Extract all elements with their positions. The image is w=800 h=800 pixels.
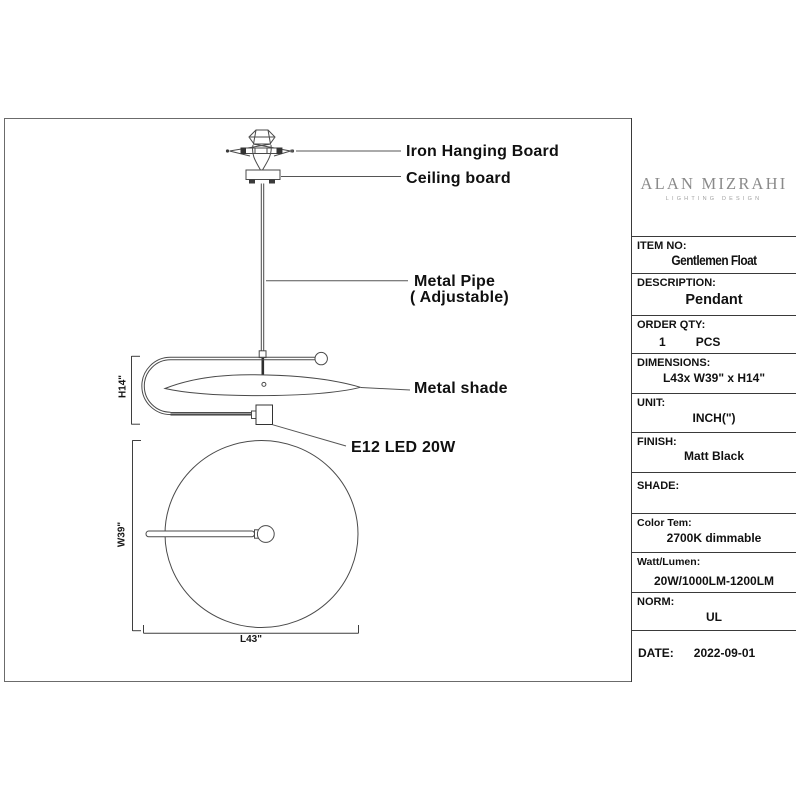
spec-value-order-qty bbox=[632, 335, 796, 349]
label-ceiling-board: Ceiling board bbox=[406, 170, 511, 187]
spec-label-color-tem: Color Tem: bbox=[637, 517, 692, 529]
label-metal-pipe-adjustable: ( Adjustable) bbox=[410, 289, 509, 306]
spec-value-watt-lumen: 20W/1000LM-1200LM bbox=[653, 574, 775, 588]
spec-label-unit: UNIT: bbox=[637, 397, 666, 409]
spec-label-dimensions: DIMENSIONS: bbox=[637, 357, 711, 369]
spec-value-finish: Matt Black bbox=[683, 449, 745, 463]
spec-value-date: 2022-09-01 bbox=[693, 646, 756, 660]
spec-row-finish bbox=[632, 432, 796, 472]
brand-logo bbox=[632, 118, 796, 236]
spec-row-norm bbox=[632, 592, 796, 630]
spec-row-description bbox=[632, 273, 796, 315]
spec-date-line bbox=[632, 631, 796, 660]
dimension-width-label: W39" bbox=[116, 521, 128, 548]
spec-label-finish: FINISH: bbox=[637, 436, 677, 448]
spec-label-norm: NORM: bbox=[637, 596, 675, 608]
spec-row-color-tem bbox=[632, 513, 796, 552]
spec-row-dimensions bbox=[632, 353, 796, 393]
order-qty-number: 1 bbox=[659, 335, 666, 349]
spec-label-item-no: ITEM NO: bbox=[637, 240, 687, 252]
spec-value-dimensions: L43x W39" x H14" bbox=[662, 371, 766, 385]
spec-row-date bbox=[632, 630, 796, 682]
dimension-length-label: L43" bbox=[240, 634, 262, 645]
spec-row-order-qty bbox=[632, 315, 796, 353]
spec-row-item-no bbox=[632, 236, 796, 273]
spec-value-item-no: Gentlemen Float bbox=[671, 253, 757, 268]
label-metal-pipe: Metal Pipe bbox=[414, 273, 496, 290]
spec-label-date: DATE: bbox=[638, 646, 674, 660]
spec-value-unit: INCH(") bbox=[692, 411, 736, 425]
spec-value-color-tem: 2700K dimmable bbox=[666, 531, 762, 545]
spec-row-shade bbox=[632, 472, 796, 513]
brand-name: ALAN MIZRAHI bbox=[640, 174, 788, 193]
spec-row-unit bbox=[632, 393, 796, 432]
spec-panel bbox=[631, 118, 796, 682]
spec-label-description: DESCRIPTION: bbox=[637, 277, 716, 289]
dimension-height-label: H14" bbox=[117, 374, 128, 399]
spec-value-norm: UL bbox=[706, 610, 722, 624]
spec-label-watt-lumen: Watt/Lumen: bbox=[637, 556, 701, 568]
spec-row-watt-lumen bbox=[632, 552, 796, 592]
spec-label-shade: SHADE: bbox=[637, 480, 680, 492]
label-metal-shade: Metal shade bbox=[414, 380, 508, 397]
spec-label-order-qty: ORDER QTY: bbox=[637, 319, 706, 331]
order-qty-unit: PCS bbox=[695, 335, 721, 349]
label-bulb-e12: E12 LED 20W bbox=[351, 439, 456, 456]
brand-tagline: LIGHTING DESIGN bbox=[665, 196, 763, 202]
label-iron-hanging-board: Iron Hanging Board bbox=[406, 143, 559, 160]
spec-value-description: Pendant bbox=[685, 292, 743, 308]
